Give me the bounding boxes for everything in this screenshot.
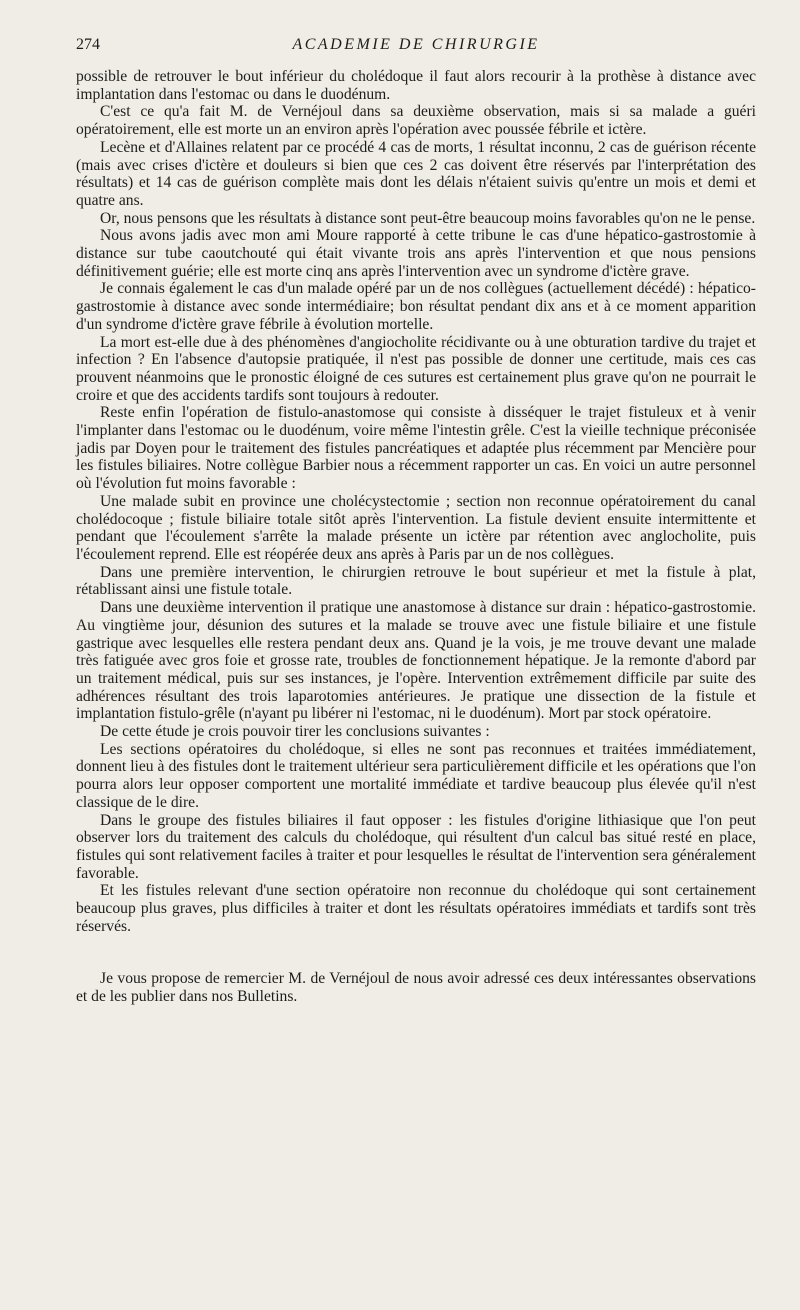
page-header: [76, 36, 756, 60]
paragraph: Et les fistules relevant d'une section opératoire non reconnue du cholédoque qui sont certainement beaucoup plus graves, plus difficiles à traiter et dont les résultats opératoires immédiats et tardifs sont très réservés.: [76, 882, 756, 935]
running-head: ACADEMIE DE CHIRURGIE: [292, 36, 540, 53]
paragraph: Reste enfin l'opération de fistulo-anastomose qui consiste à disséquer le trajet fistuleux et à venir l'implanter dans l'estomac ou le duodénum, voire même l'intestin grêle. C'est la vieille technique préconisée jadis par Doyen pour le traitement des fistules pancréatiques et adaptée plus récemment par Mencière pour les fistules biliaires. Notre collègue Barbier nous a récemment rapporter un cas. En voici un autre personnel où l'évolution fut moins favorable :: [76, 404, 756, 493]
paragraph: Or, nous pensons que les résultats à distance sont peut-être beaucoup moins favorables qu'on ne le pense.: [100, 209, 756, 227]
paragraph: Nous avons jadis avec mon ami Moure rapporté à cette tribune le cas d'une hépatico-gastrostomie à distance sur tube caoutchouté qui était vivante trois ans après l'intervention et que nous pensions définitivement guérie; elle est morte cinq ans après l'intervention avec un syndrome d'ictère grave.: [76, 227, 756, 280]
paragraph: De cette étude je crois pouvoir tirer les conclusions suivantes :: [100, 723, 490, 741]
paragraph: Lecène et d'Allaines relatent par ce procédé 4 cas de morts, 1 résultat inconnu, 2 cas de guérison récente (mais avec crises d'ictère et douleurs si bien que ces 2 cas doivent être réservés par l'interprétation des résultats) et 14 cas de guérison complète mais dont les délais n'étaient suivis qu'entre un mois et demi et quatre ans.: [76, 138, 756, 209]
paragraph: Dans le groupe des fistules biliaires il faut opposer : les fistules d'origine lithiasique que l'on peut observer lors du traitement des calculs du cholédoque, qui résultent d'un calcul bas situé resté en place, fistules qui sont relativement faciles à traiter et pour lesquelles le résultat de l'intervention sera généralement favorable.: [76, 811, 756, 882]
paragraph: Les sections opératoires du cholédoque, si elles ne sont pas reconnues et traitées immédiatement, donnent lieu à des fistules dont le traitement ultérieur sera particulièrement difficile et les opérations que l'on pourra alors leur opposer comportent une mortalité immédiate et tardive beaucoup plus élevée qu'il n'est classique de le dire.: [76, 740, 756, 811]
page-number: 274: [76, 36, 100, 53]
closing-paragraph: Je vous propose de remercier M. de Vernéjoul de nous avoir adressé ces deux intéressantes observations et de les publier dans nos Bulletins.: [76, 970, 756, 1006]
paragraph: Je connais également le cas d'un malade opéré par un de nos collègues (actuellement décédé) : hépatico-gastrostomie à distance avec sonde intermédiaire; bon résultat pendant dix ans et à ce moment apparition d'un syndrome d'ictère grave fébrile à évolution mortelle.: [76, 280, 756, 333]
paragraph: C'est ce qu'a fait M. de Vernéjoul dans sa deuxième observation, mais si sa malade a guéri opératoirement, elle est morte un an environ après l'opération avec poussée fébrile et ictère.: [76, 103, 756, 139]
paragraph: Dans une deuxième intervention il pratique une anastomose à distance sur drain : hépatico-gastrostomie. Au vingtième jour, désunion des sutures et la malade se trouve avec une fistule biliaire et une fistule gastrique avec lesquelles elle restera pendant deux ans. Quand je la vois, je me trouve devant une malade très fatiguée avec gros foie et grosse rate, troubles de fonctionnement hépatique. Je la remonte d'abord par un traitement médical, puis sur ses instances, je l'opère. Intervention extrêmement difficile par suite des adhérences résultant des trois laparotomies antérieures. Je pratique une dissection de la fistule et implantation fistulo-grêle (n'ayant pu libérer ni l'estomac, ni le duodénum). Mort par stock opératoire.: [76, 599, 756, 723]
paragraph: La mort est-elle due à des phénomènes d'angiocholite récidivante ou à une obturation tardive du trajet et infection ? En l'absence d'autopsie pratiquée, il n'est pas possible de donner une certitude, mais ces cas prouvent néanmoins que le pronostic éloigné de ces sutures est certainement plus grave qu'on ne pourrait le croire et que des accidents tardifs sont toujours à redouter.: [76, 333, 756, 404]
paragraph: possible de retrouver le bout inférieur du cholédoque il faut alors recourir à la prothèse à distance avec implantation dans l'estomac ou dans le duodénum.: [76, 68, 756, 103]
article-body: [76, 68, 756, 1006]
paragraph: Une malade subit en province une cholécystectomie ; section non reconnue opératoirement du canal cholédocoque ; fistule biliaire totale sitôt après l'intervention. La fistule devient ensuite intermittente et pendant que l'écoulement s'arrête la malade présente un ictère par rétention avec anglocholite, puis l'écoulement reprend. Elle est réopérée deux ans après à Paris par un de nos collègues.: [76, 492, 756, 563]
paragraph: Dans une première intervention, le chirurgien retrouve le bout supérieur et met la fistule à plat, rétablissant ainsi une fistule totale.: [76, 563, 756, 599]
